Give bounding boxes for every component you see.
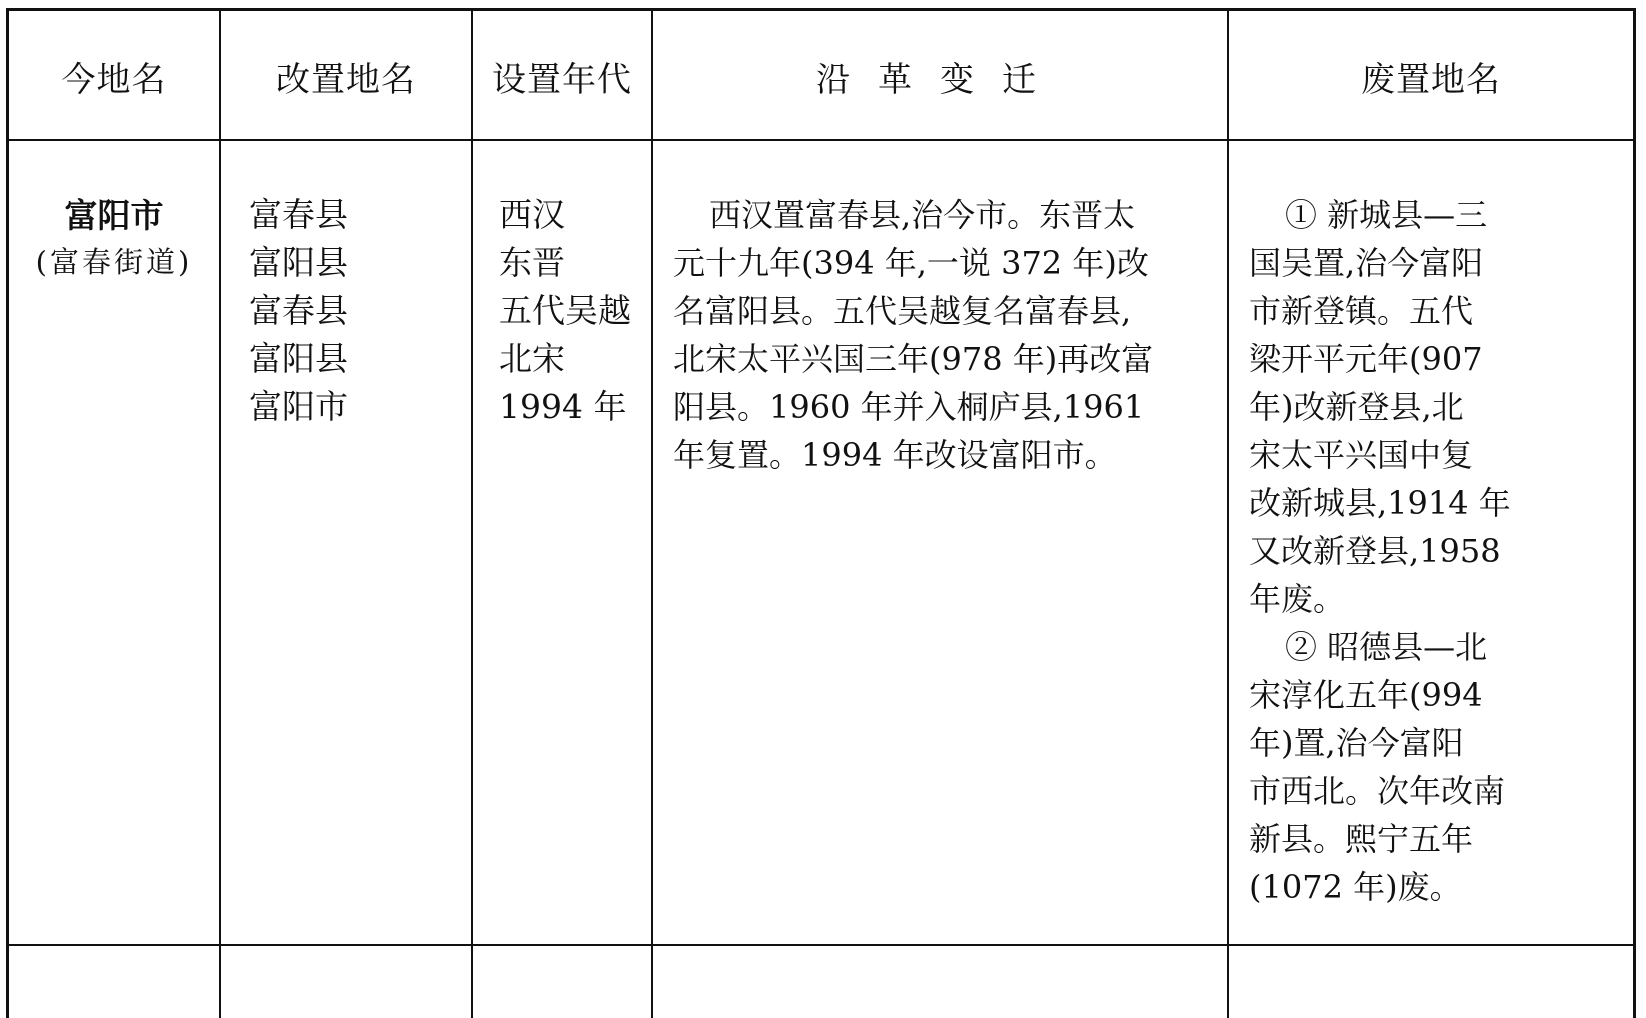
header-abolished-name-label: 废置地名 [1361, 59, 1501, 100]
cell-renamed-names [249, 191, 459, 431]
abolished-line: 年废。 [1249, 580, 1346, 618]
abolished-line: 市西北。次年改南 [1249, 772, 1506, 810]
header-abolished-name [1229, 11, 1633, 141]
history-line: 西汉置富春县,治今市。东晋太 [709, 196, 1136, 234]
header-renamed-name [221, 11, 471, 141]
header-renamed-name-label: 改置地名 [276, 59, 416, 100]
column-divider [471, 11, 473, 1018]
header-current-name [9, 11, 219, 141]
column-divider [651, 11, 653, 1018]
renamed-name-item: 富阳县 [249, 243, 348, 282]
abolished-line: 梁开平元年(907 [1249, 340, 1483, 378]
row-divider [9, 944, 1633, 946]
history-line: 年复置。1994 年改设富阳市。 [673, 436, 1117, 474]
abolished-line: 新县。熙宁五年 [1249, 820, 1474, 858]
header-current-name-label: 今地名 [61, 59, 167, 100]
abolished-line: (1072 年)废。 [1249, 868, 1462, 906]
renamed-name-item: 富阳市 [249, 387, 348, 426]
abolished-line: 年)置,治今富阳 [1249, 724, 1464, 762]
cell-history [673, 191, 1213, 479]
history-line: 元十九年(394 年,一说 372 年)改 [673, 244, 1149, 282]
history-table [6, 8, 1636, 1018]
abolished-line: 市新登镇。五代 [1249, 292, 1474, 330]
abolished-line: 又改新登县,1958 [1249, 532, 1501, 570]
abolished-line: 宋太平兴国中复 [1249, 436, 1474, 474]
header-established-era [473, 11, 651, 141]
abolished-line: ② 昭德县—北 [1285, 628, 1488, 666]
era-item: 东晋 [499, 243, 565, 282]
header-history-label: 沿革变迁 [816, 59, 1064, 100]
renamed-name-item: 富春县 [249, 291, 348, 330]
era-item: 西汉 [499, 195, 565, 234]
header-history [653, 11, 1227, 141]
header-established-era-label: 设置年代 [492, 59, 632, 100]
abolished-line: 宋淳化五年(994 [1249, 676, 1483, 714]
column-divider [1227, 11, 1229, 1018]
era-item: 1994 年 [499, 387, 627, 426]
history-line: 阳县。1960 年并入桐庐县,1961 [673, 388, 1145, 426]
renamed-name-item: 富春县 [249, 195, 348, 234]
cell-abolished-names [1249, 191, 1629, 911]
history-line: 名富阳县。五代吴越复名富春县, [673, 292, 1132, 330]
era-item: 五代吴越 [499, 291, 631, 330]
renamed-name-item: 富阳县 [249, 339, 348, 378]
era-item: 北宋 [499, 339, 565, 378]
column-divider [219, 11, 221, 1018]
abolished-line: 改新城县,1914 年 [1249, 484, 1511, 522]
cell-eras [499, 191, 649, 431]
abolished-line: 年)改新登县,北 [1249, 388, 1464, 426]
current-name: 富阳市 [64, 196, 164, 235]
cell-current-name [9, 193, 219, 285]
history-line: 北宋太平兴国三年(978 年)再改富 [673, 340, 1154, 378]
abolished-line: ① 新城县—三 [1285, 196, 1488, 234]
abolished-line: 国吴置,治今富阳 [1249, 244, 1484, 282]
current-name-sub: (富春街道) [35, 245, 193, 279]
